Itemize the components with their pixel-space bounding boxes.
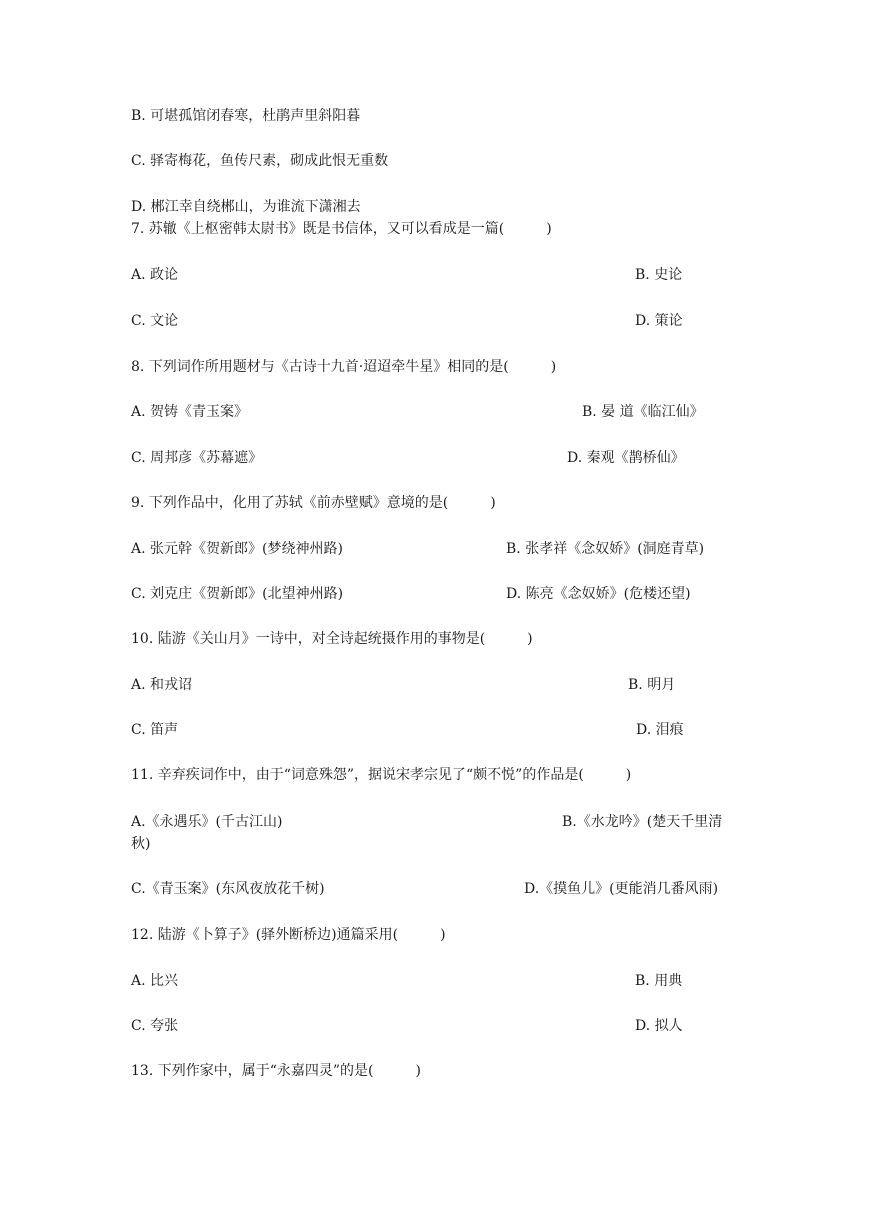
q9-option-b: B. 张孝祥《念奴娇》(洞庭青草) — [506, 541, 705, 557]
q7-option-c: C. 文论 — [131, 313, 179, 329]
q11-option-c: C.《青玉案》(东风夜放花千树) — [131, 881, 325, 897]
q11-stem: 11. 辛弃疾词作中，由于“词意殊怨”，据说宋孝宗见了“颇不悦”的作品是( ) — [131, 767, 632, 783]
q8-option-b: B. 晏 道《临江仙》 — [582, 404, 704, 420]
q13-stem: 13. 下列作家中，属于“永嘉四灵”的是( ) — [131, 1063, 421, 1079]
q7-stem: 7. 苏辙《上枢密韩太尉书》既是书信体，又可以看成是一篇( ) — [131, 221, 552, 237]
q6-option-b: B. 可堪孤馆闭春寒，杜鹃声里斜阳暮 — [131, 108, 361, 124]
q12-option-b: B. 用典 — [635, 973, 683, 989]
q9-option-c: C. 刘克庄《贺新郎》(北望神州路) — [131, 586, 344, 602]
q6-option-c: C. 驿寄梅花，鱼传尺素，砌成此恨无重数 — [131, 153, 389, 169]
q8-option-c: C. 周邦彦《苏幕遮》 — [131, 450, 263, 466]
q10-option-b: B. 明月 — [628, 677, 676, 693]
q10-option-c: C. 笛声 — [131, 722, 179, 738]
q12-option-c: C. 夸张 — [131, 1018, 179, 1034]
q9-stem: 9. 下列作品中，化用了苏轼《前赤壁赋》意境的是( ) — [131, 495, 496, 511]
q12-option-d: D. 拟人 — [635, 1018, 683, 1034]
q7-option-b: B. 史论 — [635, 267, 683, 283]
q6-option-d: D. 郴江幸自绕郴山，为谁流下潇湘去 — [131, 199, 361, 215]
q8-stem: 8. 下列词作所用题材与《古诗十九首·迢迢牵牛星》相同的是( ) — [131, 359, 557, 375]
q8-option-a: A. 贺铸《青玉案》 — [131, 404, 249, 420]
q7-option-a: A. 政论 — [131, 267, 179, 283]
q9-option-d: D. 陈亮《念奴娇》(危楼还望) — [506, 586, 691, 602]
q10-option-d: D. 泪痕 — [636, 722, 684, 738]
q11-option-b: B.《水龙吟》(楚天千里清 — [562, 814, 723, 830]
q9-option-a: A. 张元幹《贺新郎》(梦绕神州路) — [131, 541, 343, 557]
q7-option-d: D. 策论 — [635, 313, 683, 329]
q11-option-b-continued: 秋) — [131, 836, 151, 852]
q12-stem: 12. 陆游《卜算子》(驿外断桥边)通篇采用( ) — [131, 927, 446, 943]
q10-option-a: A. 和戎诏 — [131, 677, 193, 693]
q11-option-d: D.《摸鱼儿》(更能消几番风雨) — [524, 881, 719, 897]
q8-option-d: D. 秦观《鹊桥仙》 — [567, 450, 685, 466]
q10-stem: 10. 陆游《关山月》一诗中，对全诗起统摄作用的事物是( ) — [131, 631, 533, 647]
q11-option-a: A.《永遇乐》(千古江山) — [131, 814, 283, 830]
q12-option-a: A. 比兴 — [131, 973, 179, 989]
